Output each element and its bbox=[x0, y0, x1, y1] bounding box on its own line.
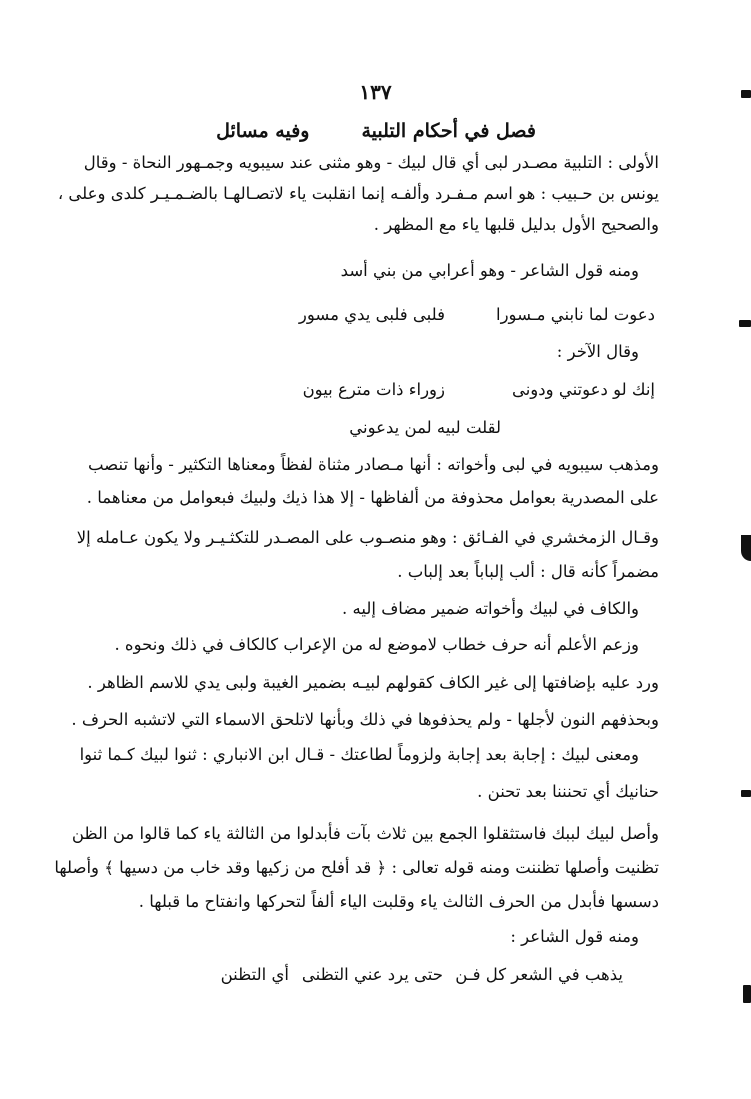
verse-hemistich: لقلت لبيه لمن يدعوني bbox=[349, 418, 501, 437]
chapter-title: فصل في أحكام التلبية bbox=[361, 120, 536, 142]
chapter-subtitle: وفيه مسائل bbox=[216, 120, 310, 142]
paragraph-line: حنانيك أي تحنننا بعد تحنن . bbox=[477, 782, 659, 801]
verse-gloss: أي التظنن bbox=[220, 965, 289, 984]
paragraph-line: مضمراً كأنه قال : ألب إلباباً بعد إلباب . bbox=[397, 562, 659, 581]
paragraph-line: وقال الآخر : bbox=[556, 342, 639, 361]
scan-edge-mark bbox=[741, 790, 751, 797]
scan-edge-mark bbox=[739, 320, 751, 327]
paragraph-line: وزعم الأعلم أنه حرف خطاب لاموضع له من الإعراب كالكاف في ذلك ونحوه . bbox=[114, 635, 639, 654]
scan-edge-mark bbox=[741, 535, 751, 561]
paragraph-line: وبحذفهم النون لأجلها - ولم يحذفوها في ذلك وبأنها لاتلحق الاسماء التي لاتشبه الحرف . bbox=[71, 710, 659, 729]
verse-second-hemistich: حتى يرد عني التظنى bbox=[301, 965, 443, 984]
poem-verse bbox=[321, 415, 501, 441]
paragraph-line: ومنه قول الشاعر : bbox=[510, 927, 639, 946]
verse-first-hemistich: إنك لو دعوتني ودونى bbox=[511, 380, 655, 399]
verse-second-hemistich: فلبى فلبى يدي مسور bbox=[298, 305, 445, 324]
paragraph-line: ومعنى لبيك : إجابة بعد إجابة ولزوماً لطاعتك - قـال ابن الانباري : ثنوا لبيك كـما ثنوا bbox=[79, 745, 639, 764]
paragraph-line: الأولى : التلبية مصـدر لبى أي قال لبيك - وهو مثنى عند سيبويه وجمـهور النحاة - وقال bbox=[83, 153, 659, 172]
paragraph-line: والصحيح الأول بدليل قلبها ياء مع المظهر . bbox=[373, 215, 659, 234]
paragraph-line: دسسها فأبدل من الحرف الثالث ياء وقلبت الياء ألفاً لتحركها وانفتاح ما قبلها . bbox=[138, 892, 659, 911]
paragraph-line: ومنه قول الشاعر - وهو أعرابي من بني أسد bbox=[340, 261, 639, 280]
verse-first-hemistich: يذهب في الشعر كل فـن bbox=[455, 965, 623, 984]
paragraph-line: وأصل لبيك لببك فاستثقلوا الجمع بين ثلاث بآت فأبدلوا من الثالثة ياء كما قالوا من الظن bbox=[71, 824, 659, 843]
verse-first-hemistich: دعوت لما نابني مـسورا bbox=[496, 305, 655, 324]
scan-edge-mark bbox=[741, 90, 751, 98]
scan-edge-mark bbox=[743, 985, 751, 1003]
paragraph-line: ومذهب سيبويه في لبى وأخواته : أنها مـصادر مثناة لفظاً ومعناها التكثير - وأنها تنصب bbox=[87, 455, 659, 474]
paragraph-line: والكاف في لبيك وأخواته ضمير مضاف إليه . bbox=[342, 599, 639, 618]
chapter-heading bbox=[216, 120, 536, 142]
poem-verse bbox=[275, 302, 655, 328]
paragraph-line: وقـال الزمخشري في الفـائق : وهو منصـوب على المصـدر للتكثـيـر ولا يكون عـامله إلا bbox=[76, 528, 659, 547]
paragraph-line: على المصدرية بعوامل محذوفة من ألفاظها - إلا هذا ذيك ولبيك فبعوامل من معناهما . bbox=[86, 488, 659, 507]
poem-verse bbox=[163, 962, 623, 988]
paragraph-line: يونس بن حـبيب : هو اسم مـفـرد وألفـه إنما انقلبت ياء لاتصـالهـا بالضـمـيـر كلدى وعلى ، bbox=[57, 184, 659, 203]
paragraph-line: ورد عليه بإضافتها إلى غير الكاف كقولهم لبيـه بضمير الغيبة ولبى يدي للاسم الظاهر . bbox=[87, 673, 659, 692]
verse-second-hemistich: زوراء ذات مترع بيون bbox=[302, 380, 445, 399]
poem-verse bbox=[275, 377, 655, 403]
page-number: ١٣٧ bbox=[359, 80, 392, 104]
paragraph-line: تظنيت وأصلها تظننت ومنه قوله تعالى : ﴿ قد أفلح من زكيها وقد خاب من دسيها ﴾ وأصلها bbox=[54, 858, 659, 877]
